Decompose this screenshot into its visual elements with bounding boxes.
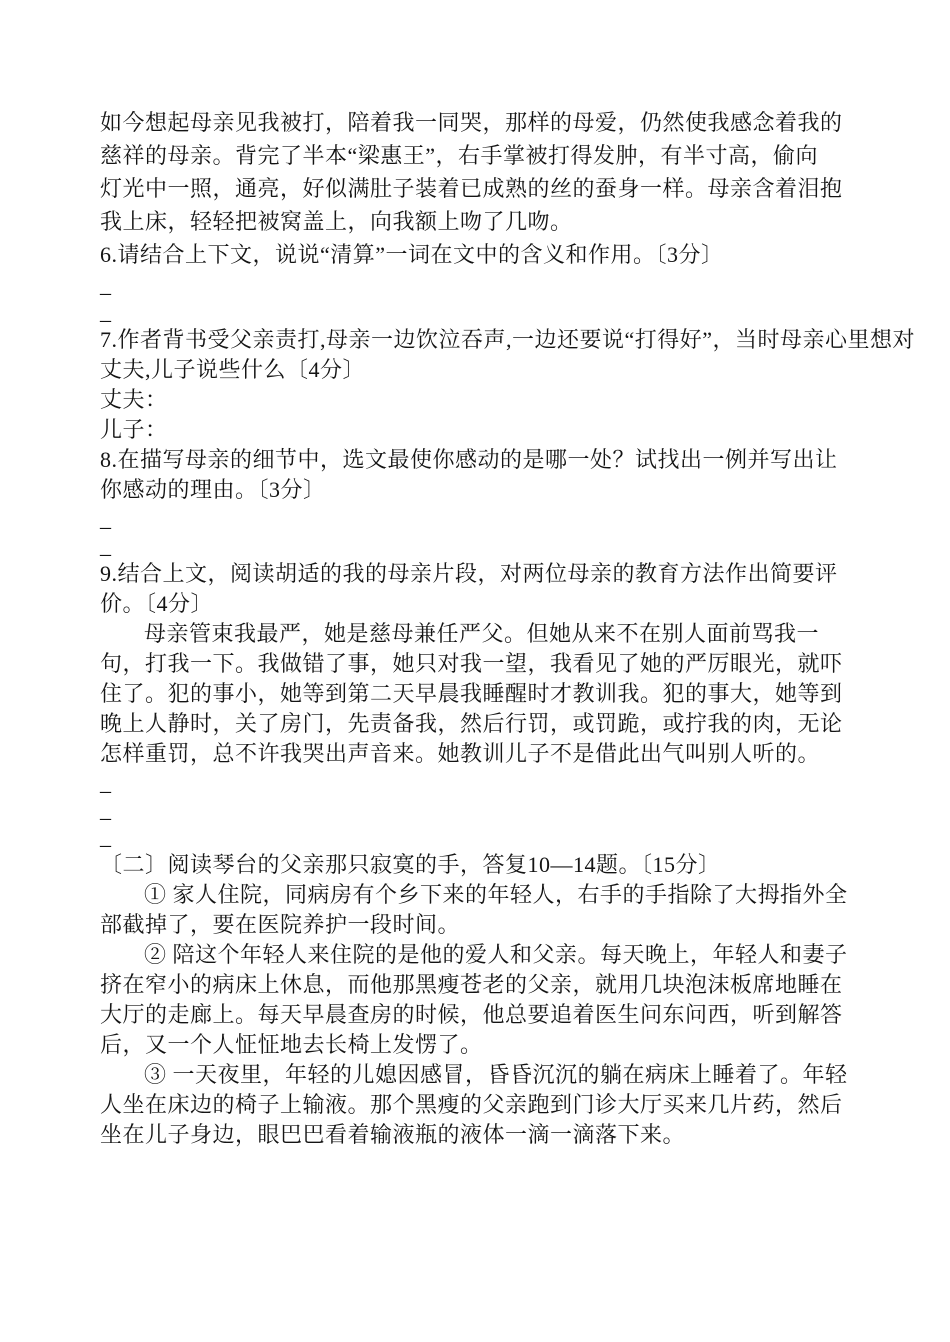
text-line: 坐在儿子身边，眼巴巴看着输液瓶的液体一滴一滴落下来。	[100, 1122, 686, 1147]
text-line: 如今想起母亲见我被打，陪着我一同哭，那样的母爱，仍然使我感念着我的	[100, 110, 843, 135]
document-content	[100, 106, 916, 1150]
text-line: 〔二〕阅读琴台的父亲那只寂寞的手，答复10—14题。〔15分〕	[100, 852, 721, 877]
text-line: 后，又一个人怔怔地去长椅上发愣了。	[100, 1032, 483, 1057]
text-line: 8.在描写母亲的细节中，选文最使你感动的是哪一处？试找出一例并写出让	[100, 447, 838, 472]
text-line: ① 家人住院，同病房有个乡下来的年轻人，右手的手指除了大拇指外全	[144, 882, 848, 907]
text-line: 我上床，轻轻把被窝盖上，向我额上吻了几吻。	[100, 209, 573, 234]
text-line: 人坐在床边的椅子上输液。那个黑瘦的父亲跑到门诊大厅买来几片药，然后	[100, 1092, 843, 1117]
text-line: ② 陪这个年轻人来住院的是他的爱人和父亲。每天晚上，年轻人和妻子	[144, 942, 848, 967]
text-line: 7.作者背书受父亲责打,母亲一边饮泣吞声,一边还要说“打得好”，当时母亲心里想对	[100, 327, 916, 352]
text-line: 6.请结合上下文，说说“清算”一词在文中的含义和作用。〔3分〕	[100, 242, 724, 267]
text-line: 9.结合上文，阅读胡适的我的母亲片段，对两位母亲的教育方法作出简要评	[100, 561, 838, 586]
answer-blank-line: _	[100, 272, 112, 297]
answer-blank-line: _	[100, 770, 112, 795]
text-line: 大厅的走廊上。每天早晨查房的时候，他总要追着医生问东问西，听到解答	[100, 1002, 843, 1027]
text-line: 丈夫,儿子说些什么〔4分〕	[100, 357, 366, 382]
text-line: 怎样重罚，总不许我哭出声音来。她教训儿子不是借此出气叫别人听的。	[100, 741, 821, 766]
text-line: ③ 一天夜里，年轻的儿媳因感冒，昏昏沉沉的躺在病床上睡着了。年轻	[144, 1062, 848, 1087]
text-line: 价。〔4分〕	[100, 591, 214, 616]
answer-blank-line: _	[100, 824, 112, 849]
text-line: 你感动的理由。〔3分〕	[100, 477, 326, 502]
answer-blank-line: _	[100, 299, 112, 324]
answer-blank-line: _	[100, 797, 112, 822]
text-line: 部截掉了，要在医院养护一段时间。	[100, 912, 461, 937]
answer-blank-line: _	[100, 506, 112, 531]
text-line: 母亲管束我最严，她是慈母兼任严父。但她从来不在别人面前骂我一	[144, 621, 820, 646]
text-line: 住了。犯的事小，她等到第二天早晨我睡醒时才教训我。犯的事大，她等到	[100, 681, 843, 706]
answer-blank-line: _	[100, 533, 112, 558]
text-line: 慈祥的母亲。背完了半本“梁惠王”，右手掌被打得发肿，有半寸高，偷向	[100, 143, 819, 168]
text-line: 句，打我一下。我做错了事，她只对我一望，我看见了她的严厉眼光，就吓	[100, 651, 843, 676]
text-line: 晚上人静时，关了房门，先责备我，然后行罚，或罚跪，或拧我的肉，无论	[100, 711, 843, 736]
text-line: 灯光中一照，通亮，好似满肚子装着已成熟的丝的蚕身一样。母亲含着泪抱	[100, 176, 843, 201]
text-line: 挤在窄小的病床上休息，而他那黑瘦苍老的父亲，就用几块泡沫板席地睡在	[100, 972, 843, 997]
text-line: 丈夫：	[100, 387, 168, 412]
text-line: 儿子：	[100, 417, 168, 442]
